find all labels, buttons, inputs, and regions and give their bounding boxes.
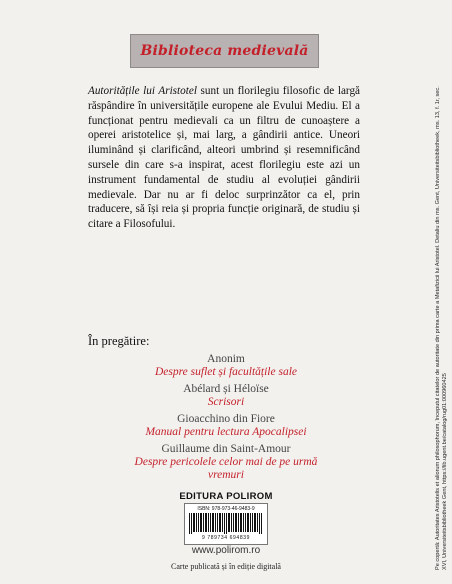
book-title: Despre pericolele celor mai de pe urmă vremuri bbox=[134, 456, 318, 481]
publisher-website[interactable]: www.polirom.ro bbox=[191, 545, 261, 556]
book-author: Anonim bbox=[207, 353, 245, 365]
digital-edition-note: Carte publicată și în ediție digitală bbox=[171, 562, 281, 571]
isbn-barcode-box bbox=[184, 503, 268, 545]
series-name: Biblioteca medievală bbox=[140, 43, 309, 59]
description-body: sunt un florilegiu filosofic de largă răspândire în universitățile europene ale Evului Mediu. El a funcționat pentru medievali ca un filtru de cunoaștere a operei aristotelice și, mai larg, a gândirii antice. Uneori iluminând și clarificând, alteori umbrind și resemnificând sursele din care s-a inspirat, acest florilegiu este azi un instrument fundamental de studiu al evoluției gândirii medievale. Dar nu ar fi deloc surprinzător ca el, prin traducere, să își reia și propria funcție originară, de studiu și citare a Filosofului. bbox=[88, 85, 361, 231]
barcode-icon bbox=[189, 513, 263, 534]
publisher-name: EDITURA POLIROM bbox=[179, 491, 273, 502]
upcoming-book bbox=[88, 442, 364, 482]
isbn-label: ISBN: 978-973-46-9483-9 bbox=[197, 506, 255, 512]
upcoming-book bbox=[88, 382, 364, 409]
upcoming-book bbox=[88, 412, 364, 439]
cover-credits bbox=[421, 86, 448, 570]
book-title: Despre suflet și facultățile sale bbox=[154, 366, 298, 378]
upcoming-book bbox=[88, 352, 364, 379]
upcoming-heading: În pregătire: bbox=[88, 334, 150, 348]
book-title: Scrisori bbox=[207, 396, 245, 408]
book-author: Guillaume din Saint-Amour bbox=[161, 443, 291, 455]
book-title-italic: Autoritățile lui Aristotel bbox=[88, 85, 197, 97]
series-banner bbox=[130, 34, 319, 68]
book-title: Manual pentru lectura Apocalipsei bbox=[145, 426, 307, 438]
upcoming-section bbox=[88, 334, 364, 482]
barcode-digits: 9 789734 694839 bbox=[202, 535, 250, 541]
book-author: Gioacchino din Fiore bbox=[177, 413, 275, 425]
book-author: Abélard și Héloïse bbox=[183, 383, 269, 395]
book-description bbox=[88, 84, 360, 232]
cover-credits-text: Pe copertă: Autoritates Aristotelis et aliorum philosophorum, începutul citatelor de autoritate din prima carte a Metafizicii lui Aristotel. Detaliu din ms. Gent, Universiteitsbibliotheek, ms. 13, f. 1r, sec. XVI, Universiteitsbibliotheek Gent, https://lib.ugent.be/catalog/rug01:000960425 bbox=[435, 86, 448, 570]
